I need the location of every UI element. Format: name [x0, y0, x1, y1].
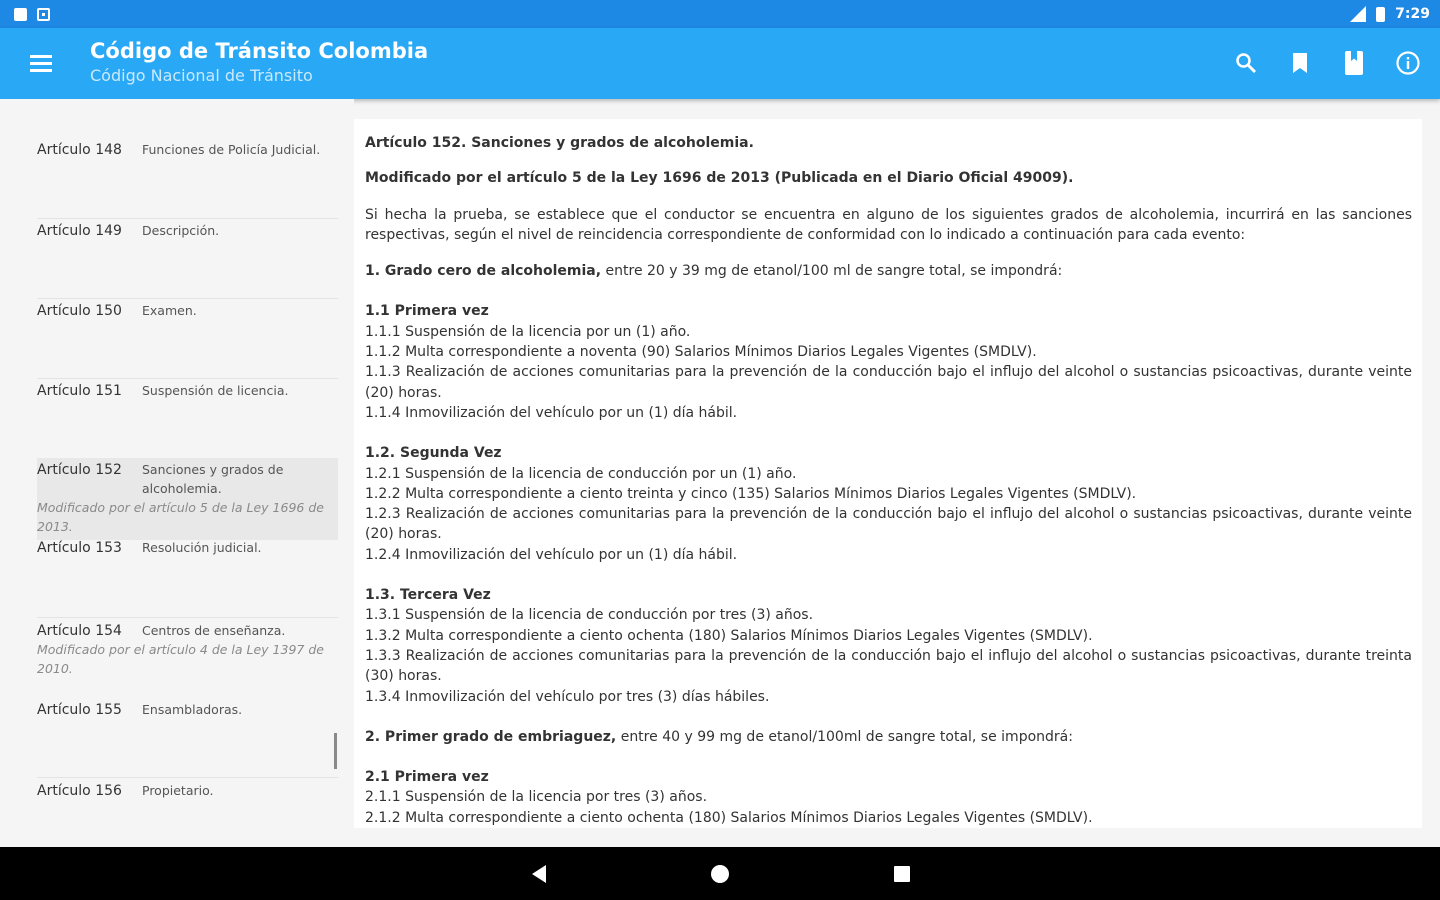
section-item: 1.3.2 Multa correspondiente a ciento ochenta (180) Salarios Mínimos Diarios Legales Vigentes (SMDLV). [365, 627, 1093, 644]
bookmarks-button[interactable] [1286, 48, 1314, 78]
status-bar [0, 0, 1440, 28]
menu-icon [30, 55, 52, 58]
app-subtitle: Código Nacional de Tránsito [90, 66, 313, 85]
battery-icon [1376, 7, 1385, 22]
signal-icon [1350, 6, 1366, 22]
article-intro: Si hecha la prueba, se establece que el conductor se encuentra en alguno de los siguientes grados de alcoholemia, incurrirá en las sanciones respectivas, según el nivel de reincidencia correspondiente de conformidad con lo indicado a continuación para cada evento: [365, 206, 1412, 243]
article-title: Sanciones y grados de alcoholemia. [142, 462, 284, 496]
list-item[interactable] [37, 777, 338, 847]
bookmark-icon [1290, 51, 1310, 75]
article-number: Artículo 148 [37, 142, 122, 158]
section-item: 1.2.1 Suspensión de la licencia de conducción por un (1) año. [365, 465, 797, 482]
grade-text: entre 40 y 99 mg de etanol/100ml de sangre total, se impondrá: [616, 728, 1073, 745]
navigation-bar [0, 847, 1440, 900]
section [365, 301, 1412, 423]
article-title: Suspensión de licencia. [142, 383, 289, 398]
article-modification: Modificado por el artículo 5 de la Ley 1696 de 2013. [37, 500, 324, 534]
article-number: Artículo 155 [37, 702, 122, 718]
article-title: Ensambladoras. [142, 702, 243, 717]
article-title: Funciones de Policía Judicial. [142, 142, 321, 157]
section-item: 1.3.4 Inmovilización del vehículo por tres (3) días hábiles. [365, 688, 770, 705]
section [365, 767, 1412, 828]
info-button[interactable] [1394, 48, 1422, 78]
scrollbar-thumb[interactable] [334, 733, 337, 769]
section-title: 1.2. Segunda Vez [365, 445, 502, 462]
grade-heading [365, 261, 1412, 281]
list-item[interactable] [37, 540, 338, 620]
grade-label: 1. Grado cero de alcoholemia, [365, 263, 602, 280]
menu-icon-line [30, 62, 52, 65]
back-button[interactable] [525, 861, 551, 887]
list-item[interactable] [37, 617, 338, 697]
list-item[interactable] [37, 218, 338, 298]
section-item: 2.1.2 Multa correspondiente a ciento ochenta (180) Salarios Mínimos Diarios Legales Vigentes (SMDLV). [365, 809, 1093, 826]
section [365, 585, 1412, 707]
notification-icon [37, 8, 50, 21]
status-time: 7:29 [1395, 6, 1430, 22]
section-item: 2.1.1 Suspensión de la licencia por tres (3) años. [365, 789, 708, 806]
list-item[interactable] [37, 378, 338, 458]
search-button[interactable] [1232, 48, 1260, 78]
article-heading: Artículo 152. Sanciones y grados de alcoholemia. [365, 135, 754, 151]
grade-text: entre 20 y 39 mg de etanol/100 ml de sangre total, se impondrá: [601, 263, 1063, 280]
section [365, 443, 1412, 565]
list-item[interactable] [37, 699, 338, 779]
menu-icon-line [30, 69, 52, 72]
article-title: Resolución judicial. [142, 540, 262, 555]
section-title: 2.1 Primera vez [365, 769, 489, 786]
section-title: 1.1 Primera vez [365, 303, 489, 320]
section-item: 1.1.1 Suspensión de la licencia por un (1) año. [365, 323, 691, 340]
article-title: Examen. [142, 303, 197, 318]
article-number: Artículo 156 [37, 783, 122, 799]
book-icon [1343, 50, 1365, 76]
article-number: Artículo 152 [37, 462, 122, 478]
title-block [90, 39, 428, 85]
list-item-selected[interactable] [37, 458, 338, 540]
article-title: Propietario. [142, 783, 214, 798]
section-item: 1.3.1 Suspensión de la licencia de conducción por tres (3) años. [365, 607, 814, 624]
article-number: Artículo 151 [37, 383, 122, 399]
article-number: Artículo 150 [37, 303, 122, 319]
info-icon [1395, 50, 1421, 76]
section-item: 1.2.4 Inmovilización del vehículo por un (1) día hábil. [365, 546, 738, 563]
toolbar-actions [1232, 48, 1422, 78]
home-button[interactable] [707, 861, 733, 887]
recents-button[interactable] [889, 861, 915, 887]
back-icon [528, 863, 548, 885]
section-item: 1.2.3 Realización de acciones comunitarias para la prevención de la conducción bajo el influjo del alcohol o sustancias psicoactivas, durante veinte (20) horas. [365, 506, 1412, 543]
article-content [354, 119, 1422, 828]
article-number: Artículo 153 [37, 540, 122, 556]
article-number: Artículo 154 [37, 623, 122, 639]
book-button[interactable] [1340, 48, 1368, 78]
article-title: Centros de enseñanza. [142, 623, 286, 638]
notification-icon [14, 8, 27, 21]
menu-button[interactable] [26, 52, 56, 76]
article-number: Artículo 149 [37, 223, 122, 239]
section-title: 1.3. Tercera Vez [365, 587, 491, 604]
app-bar [0, 28, 1440, 99]
home-icon [709, 863, 731, 885]
article-title: Descripción. [142, 223, 220, 238]
article-list [0, 99, 354, 847]
search-icon [1234, 51, 1258, 75]
recents-icon [892, 864, 912, 884]
section-item: 1.2.2 Multa correspondiente a ciento treinta y cinco (135) Salarios Mínimos Diarios Legales Vigentes (SMDLV). [365, 485, 1137, 502]
section-item: 1.1.4 Inmovilización del vehículo por un (1) día hábil. [365, 404, 738, 421]
grade-heading [365, 727, 1412, 747]
section-item: 1.1.3 Realización de acciones comunitarias para la prevención de la conducción bajo el influjo del alcohol o sustancias psicoactivas, durante veinte (20) horas. [365, 364, 1412, 401]
section-item: 1.1.2 Multa correspondiente a noventa (90) Salarios Mínimos Diarios Legales Vigentes (SMDLV). [365, 344, 1037, 361]
list-item[interactable] [37, 99, 338, 179]
app-title: Código de Tránsito Colombia [90, 39, 429, 63]
article-modification-note: Modificado por el artículo 5 de la Ley 1696 de 2013 (Publicada en el Diario Oficial 49009). [365, 170, 1074, 187]
grade-label: 2. Primer grado de embriaguez, [365, 728, 617, 745]
list-item[interactable] [37, 298, 338, 378]
section-item: 1.3.3 Realización de acciones comunitarias para la prevención de la conducción bajo el influjo del alcohol o sustancias psicoactivas, durante treinta (30) horas. [365, 647, 1412, 685]
article-modification: Modificado por el artículo 4 de la Ley 1397 de 2010. [37, 642, 324, 676]
